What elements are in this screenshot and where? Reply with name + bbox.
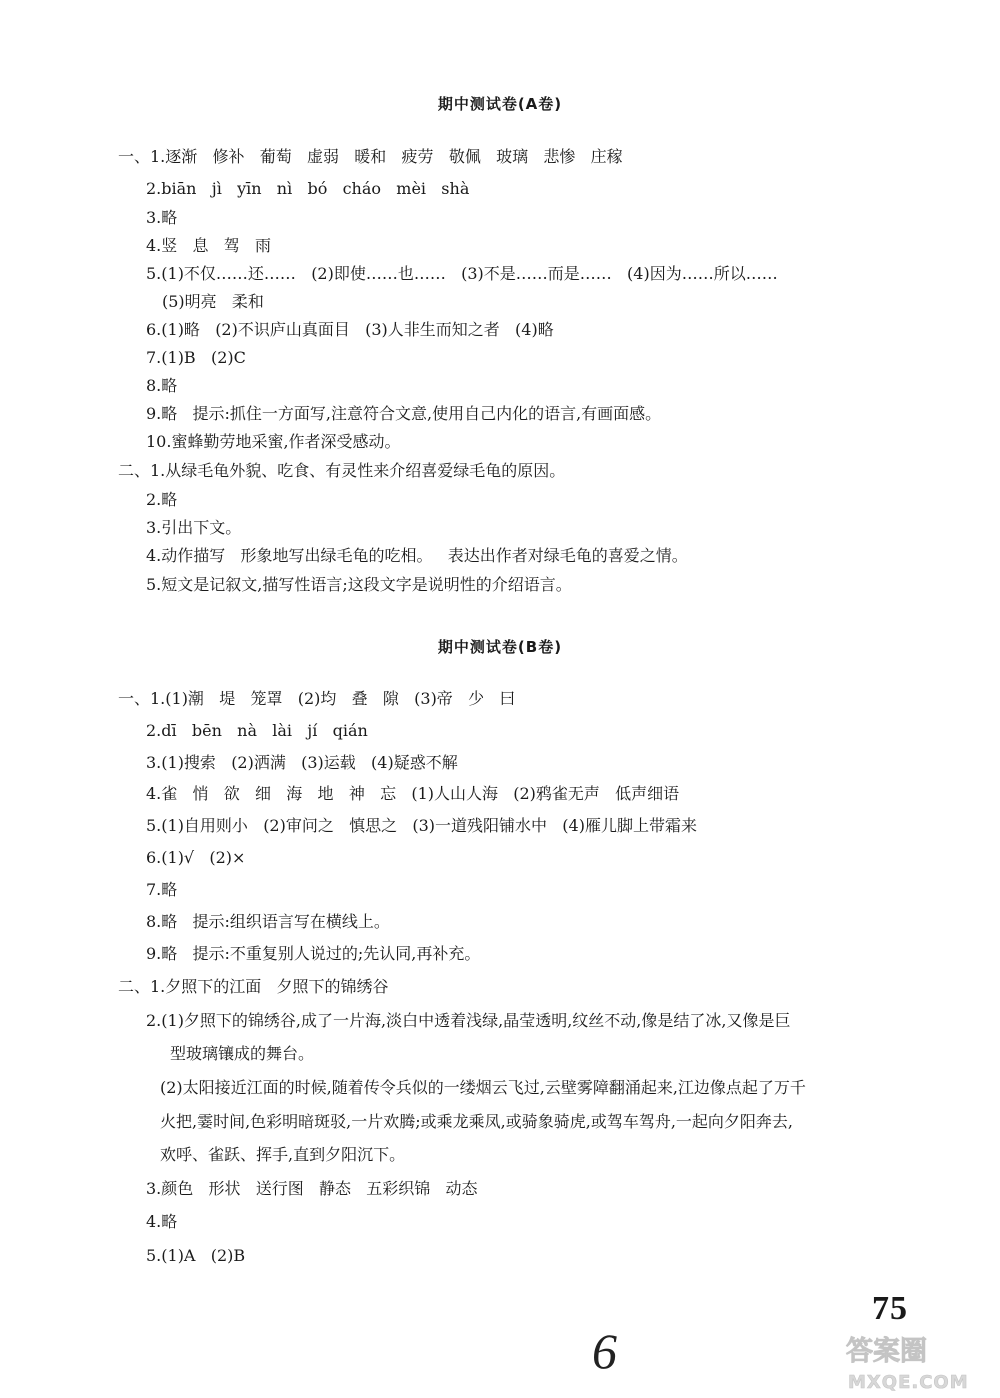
answer-line: 型玻璃镶成的舞台。 — [170, 1044, 315, 1063]
answer-line: 9.略 提示:抓住一方面写,注意符合文意,使用自己内化的语言,有画面感。 — [146, 404, 662, 423]
answer-line: (2)太阳接近江面的时候,随着传令兵似的一缕烟云飞过,云壁雾障翻涌起来,江边像点起了万千 — [160, 1078, 806, 1097]
answer-line: 2.biān jì yīn nì bó cháo mèi shà — [146, 179, 470, 198]
answer-line: 6.(1)略 (2)不识庐山真面目 (3)人非生而知之者 (4)略 — [146, 320, 554, 339]
answer-line: 5.(1)自用则小 (2)审问之 慎思之 (3)一道残阳铺水中 (4)雁儿脚上带霜来 — [146, 816, 697, 835]
answer-line: 欢呼、雀跃、挥手,直到夕阳沉下。 — [160, 1145, 406, 1164]
answer-line: 2.dī bēn nà lài jí qián — [146, 721, 368, 740]
answer-line: 5.短文是记叙文,描写性语言;这段文字是说明性的介绍语言。 — [146, 575, 572, 594]
answer-line: 5.(1)不仅……还…… (2)即使……也…… (3)不是……而是…… (4)因为……所以…… — [146, 264, 778, 283]
answer-line: 3.(1)搜索 (2)洒满 (3)运载 (4)疑惑不解 — [146, 753, 458, 772]
answer-line: 8.略 — [146, 376, 178, 395]
section-a-title: 期中测试卷(A卷) — [437, 95, 563, 113]
answer-line: 5.(1)A (2)B — [146, 1246, 246, 1265]
answer-line: 10.蜜蜂勤劳地采蜜,作者深受感动。 — [146, 432, 401, 451]
answer-line: (5)明亮 柔和 — [162, 292, 264, 311]
answer-line: 9.略 提示:不重复别人说过的;先认同,再补充。 — [146, 944, 481, 963]
answer-line: 7.略 — [146, 880, 178, 899]
watermark-text-en: MXQE.COM — [848, 1372, 969, 1392]
answer-line: 2.(1)夕照下的锦绣谷,成了一片海,淡白中透着浅绿,晶莹透明,纹丝不动,像是结了冰,又像是巨 — [146, 1011, 791, 1030]
answer-line: 火把,霎时间,色彩明暗斑驳,一片欢腾;或乘龙乘凤,或骑象骑虎,或驾车驾舟,一起向夕阳奔去, — [160, 1112, 793, 1131]
answer-line: 二、1.夕照下的江面 夕照下的锦绣谷 — [118, 977, 389, 996]
handwritten-mark: 6 — [592, 1323, 617, 1379]
page-number: 75 — [872, 1290, 908, 1327]
answer-line: 4.略 — [146, 1212, 178, 1231]
answer-line: 2.略 — [146, 490, 178, 509]
answer-line: 4.雀 悄 欲 细 海 地 神 忘 (1)人山人海 (2)鸦雀无声 低声细语 — [146, 784, 680, 803]
answer-line: 二、1.从绿毛龟外貌、吃食、有灵性来介绍喜爱绿毛龟的原因。 — [118, 461, 566, 480]
section-b-title: 期中测试卷(B卷) — [437, 638, 563, 656]
answer-line: 3.略 — [146, 208, 178, 227]
answer-line: 一、1.(1)潮 堤 笼罩 (2)均 叠 隙 (3)帝 少 曰 — [118, 689, 516, 708]
watermark-logo — [842, 1330, 992, 1392]
answer-line: 7.(1)B (2)C — [146, 348, 246, 367]
answer-line: 3.颜色 形状 送行图 静态 五彩织锦 动态 — [146, 1179, 478, 1198]
answer-line: 6.(1)√ (2)× — [146, 848, 246, 867]
answer-line: 4.竖 息 驾 雨 — [146, 236, 272, 255]
answer-line: 一、1.逐渐 修补 葡萄 虚弱 暖和 疲劳 敬佩 玻璃 悲惨 庄稼 — [118, 147, 623, 166]
answer-line: 8.略 提示:组织语言写在横线上。 — [146, 912, 390, 931]
watermark-text-cn: 答案圈 — [846, 1336, 927, 1367]
answer-line: 4.动作描写 形象地写出绿毛龟的吃相。 表达出作者对绿毛龟的喜爱之情。 — [146, 546, 688, 565]
answer-line: 3.引出下文。 — [146, 518, 242, 537]
